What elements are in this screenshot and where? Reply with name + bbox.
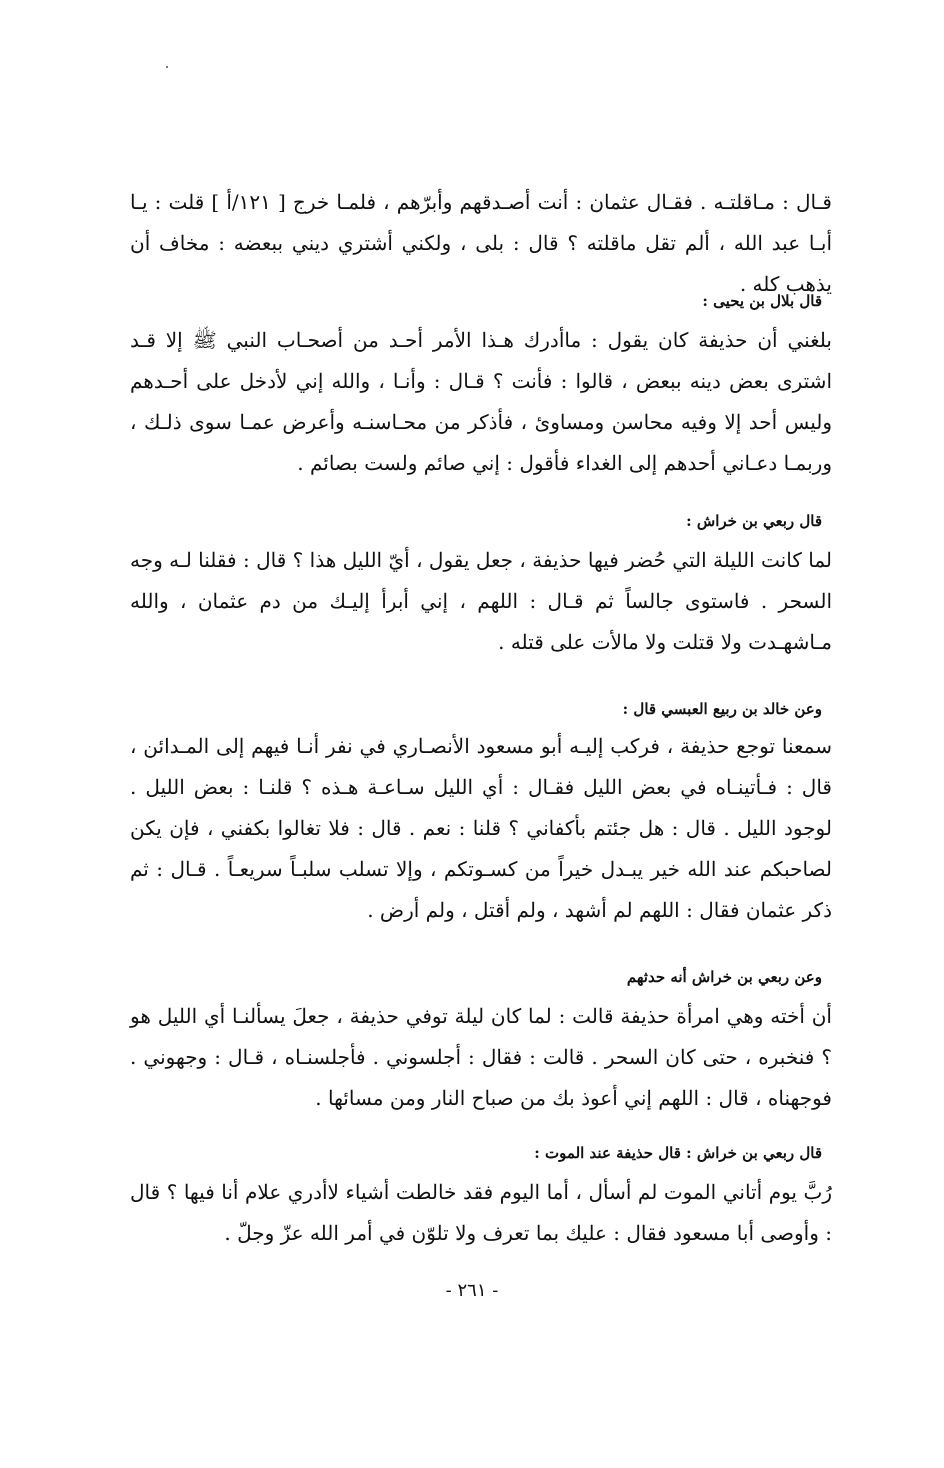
heading-6: قال ربعي بن خراش : قال حذيفة عند الموت : (534, 1144, 822, 1162)
paragraph-6: رُبَّ يوم أتاني الموت لم أسأل ، أما اليوم فقد خالطت أشياء لاأدري علام أنا فيها ؟ قال : وأوصى أبا مسعود فقال : عليك بما تعرف ولا تلوّن في أمر الله عزّ وجلّ . (130, 1180, 832, 1245)
heading-2: قال بلال بن يحيى : (702, 292, 822, 310)
heading-5: وعن ربعي بن خراش أنه حدثهم (626, 968, 822, 986)
heading-3: قال ربعي بن خراش : (686, 512, 822, 530)
page-number: - ٢٦١ - (445, 1280, 499, 1301)
scan-speck (166, 66, 168, 68)
heading-4: وعن خالد بن ربيع العبسي قال : (622, 700, 822, 718)
paragraph-3: لما كانت الليلة التي حُضر فيها حذيفة ، جعل يقول ، أيّ الليل هذا ؟ قال : فقلنا لـه وجه السحر . فاستوى جالساً ثم قـال : اللهم ، إني أبرأ إليـك من دم عثمان ، والله مـاشهـدت ولا قتلت ولا مالأت على قتله . (130, 548, 832, 654)
paragraph-2: بلغني أن حذيفة كان يقول : ماأدرك هـذا الأمر أحـد من أصحـاب النبي ﷺ إلا قـد اشترى بعض دينه ببعض ، قالوا : فأنت ؟ قـال : وأنـا ، والله إني لأدخل على أحـدهم وليس أحد إلا وفيه محاسن ومساوئ ، فأذكر من محـاسنـه وأعرض عمـا سوى ذلـك ، وربمـا دعـاني أحدهم إلى الغداء فأقول : إني صائم ولست بصائم . (130, 328, 832, 475)
paragraph-5: أن أخته وهي امرأة حذيفة قالت : لما كان ليلة توفي حذيفة ، جعلَ يسألنـا أي الليل هو ؟ فنخبره ، حتى كان السحر . قالت : فقال : أجلسوني . فأجلسنـاه ، قـال : وجهوني . فوجهناه ، قال : اللهم إني أعوذ بك من صباح النار ومن مسائها . (130, 1004, 832, 1110)
paragraph-1: قـال : مـاقلتـه . فقـال عثمان : أنت أصـدقهم وأبرّهم ، فلمـا خرج [ ١٢١/أ ] قلت : يـا أبـا عبد الله ، ألم تقل ماقلته ؟ قال : بلى ، ولكني أشتري ديني ببعضه : مخاف أن يذهب كله . (130, 190, 833, 296)
paragraph-4: سمعنا توجع حذيفة ، فركب إليـه أبو مسعود الأنصـاري في نفر أنـا فيهم إلى المـدائن ، قال : فـأتينـاه في بعض الليل فقـال : أي الليل سـاعـة هـذه ؟ قلنـا : بعض الليل . لوجود الليل . قال : هل جئتم بأكفاني ؟ قلنا : نعم . قال : فلا تغالوا بكفني ، فإن يكن لصاحبكم عند الله خير يبـدل خيراً من كسـوتكم ، وإلا تسلب سلبـاً سريعـاً . قـال : ثم ذكر عثمان فقال : اللهم لم أشهد ، ولم أقتل ، ولم أرض . (130, 734, 832, 922)
